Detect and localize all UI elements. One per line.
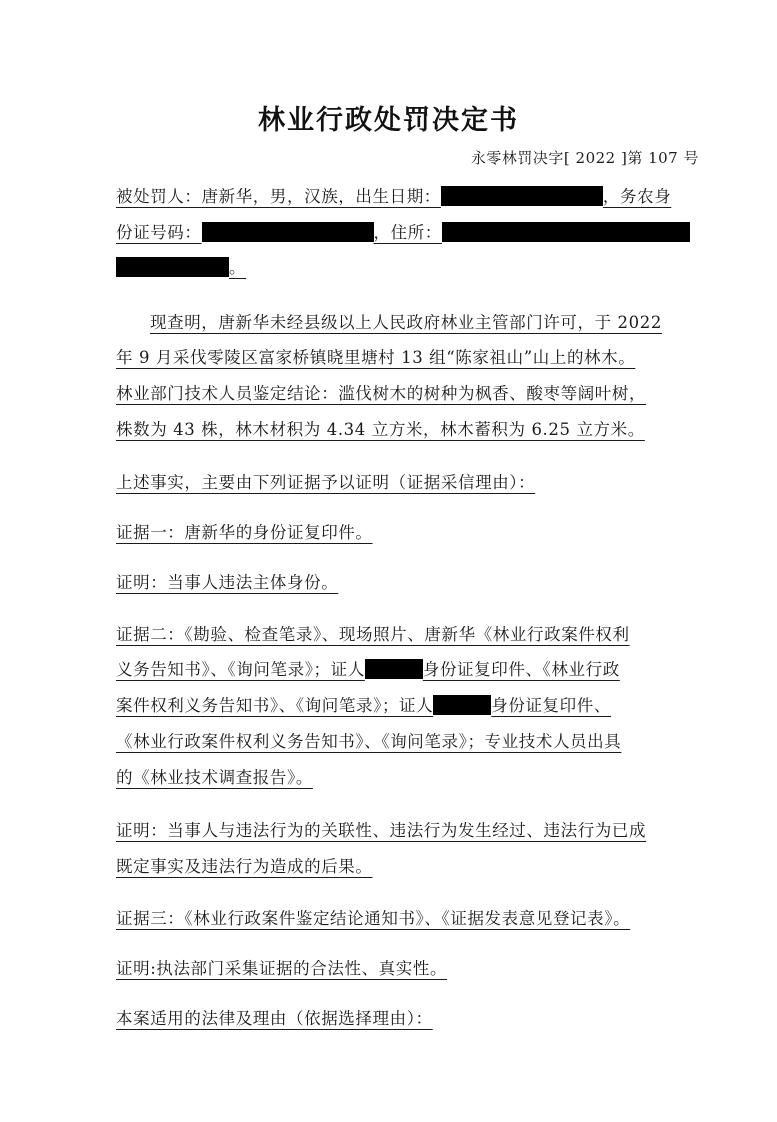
facts-line-3: 林业部门技术人员鉴定结论：滥伐树木的树种为枫香、酸枣等阔叶树， (116, 384, 647, 403)
facts-line-4: 株数为 43 株，林木材积为 4.34 立方米，林木蓄积为 6.25 立方米。 (116, 420, 645, 439)
evidence-2-witness-a-rest: 身份证复印件、《林业行政 (422, 660, 620, 679)
proof-3: 证明:执法部门采集证据的合法性、真实性。 (116, 959, 448, 978)
address-label: ，住所： (373, 223, 442, 242)
facts-line-1: 现查明，唐新华未经县级以上人民政府林业主管部门许可，于 2022 (150, 313, 662, 332)
redaction-address-cont (116, 257, 229, 277)
evidence-2-line-2 (116, 659, 620, 681)
proof-2-line-2: 既定事实及违法行为造成的后果。 (116, 857, 373, 876)
document-title: 林业行政处罚决定书 (258, 105, 519, 136)
evidence-1: 证据一：唐新华的身份证复印件。 (116, 523, 373, 542)
redaction-address (442, 222, 690, 242)
party-name-birth-label: 被处罚人：唐新华，男，汉族，出生日期： (116, 187, 441, 206)
evidence-2-witness-b: 案件权利义务告知书》、《询问笔录》；证人 (116, 696, 434, 715)
id-number-label: 份证号码： (116, 223, 202, 242)
party-occupation-label: ，务农身 (602, 187, 672, 206)
party-end-mark: 。 (229, 258, 247, 277)
evidence-3: 证据三：《林业行政案件鉴定结论通知书》、《证据发表意见登记表》。 (116, 909, 631, 928)
proof-1: 证明：当事人违法主体身份。 (116, 573, 339, 592)
evidence-2-witness-b-rest: 身份证复印件、 (491, 696, 611, 715)
redaction-birthdate (441, 186, 603, 206)
evidence-intro: 上述事实，主要由下列证据予以证明（证据采信理由）： (116, 473, 536, 492)
evidence-2-line-3 (116, 695, 611, 717)
party-line-2 (116, 222, 690, 244)
redaction-witness-1 (365, 659, 423, 679)
party-line-3 (116, 257, 246, 279)
facts-line-2: 年 9 月采伐零陵区富家桥镇晓里塘村 13 组“陈家祖山”山上的林木。 (116, 348, 636, 367)
proof-2-line-1: 证明：当事人与违法行为的关联性、违法行为发生经过、违法行为已成 (116, 821, 647, 840)
redaction-witness-2 (433, 695, 491, 715)
evidence-2-witness-a: 义务告知书》、《询问笔录》；证人 (116, 660, 365, 679)
law-intro: 本案适用的法律及理由（依据选择理由）： (116, 1009, 433, 1028)
redaction-id-number (202, 222, 374, 242)
party-line-1 (116, 186, 671, 208)
document-number: 永零林罚决字[ 2022 ]第 107 号 (470, 149, 699, 167)
evidence-2-line-4: 《林业行政案件权利义务告知书》、《询问笔录》；专业技术人员出具 (116, 732, 622, 751)
evidence-2-line-1: 证据二：《勘验、检查笔录》、现场照片、唐新华《林业行政案件权利 (116, 625, 630, 644)
evidence-2-line-5: 的《林业技术调查报告》。 (116, 768, 313, 787)
